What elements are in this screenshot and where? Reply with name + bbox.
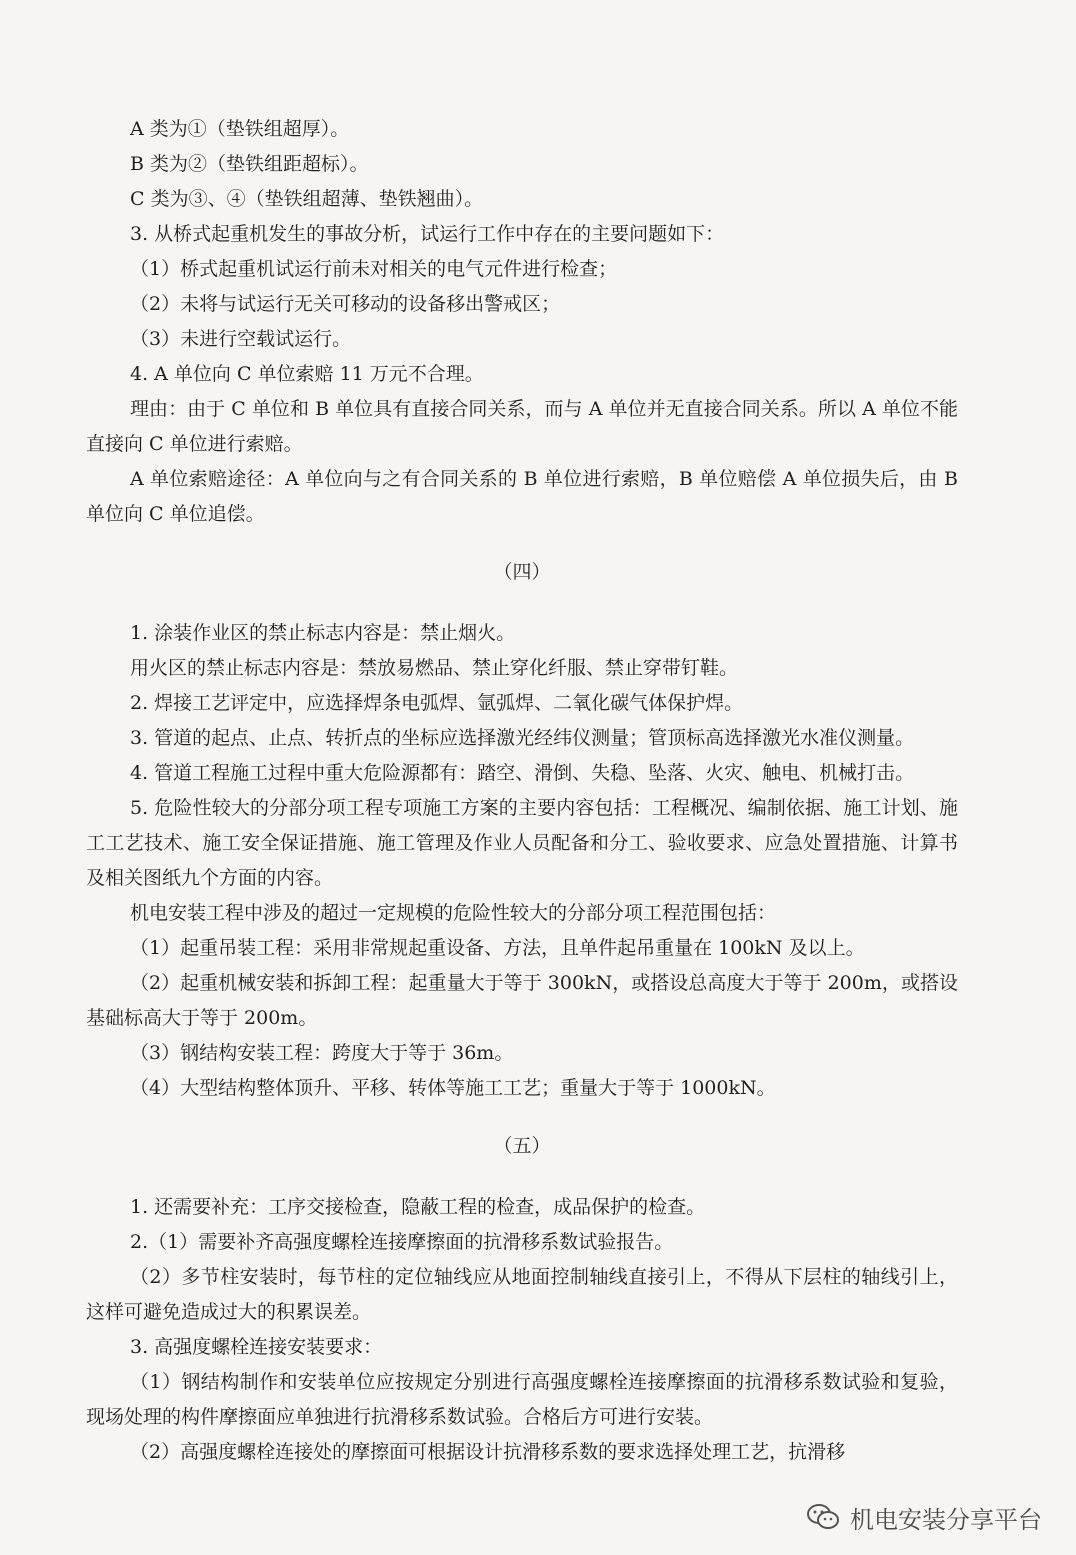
item-4-heading: 4. A 单位向 C 单位索赔 11 万元不合理。 — [130, 363, 484, 385]
watermark-text: 机电安装分享平台 — [850, 1505, 1042, 1534]
s4-item-2: 2. 焊接工艺评定中，应选择焊条电弧焊、氩弧焊、二氧化碳气体保护焊。 — [130, 692, 744, 714]
section-5-title: （五） — [493, 1135, 551, 1157]
wechat-icon — [806, 1503, 840, 1531]
item-3-sub-3: （3）未进行空载试运行。 — [130, 328, 352, 350]
s4-scope-4: （4）大型结构整体顶升、平移、转体等施工工艺；重量大于等于 1000kN。 — [130, 1077, 776, 1099]
s5-item-1: 1. 还需要补充：工序交接检查，隐蔽工程的检查，成品保护的检查。 — [130, 1196, 706, 1218]
line-a-class: A 类为①（垫铁组超厚）。 — [130, 118, 350, 140]
section-4-title: （四） — [493, 561, 551, 583]
s4-item-5: 5. 危险性较大的分部分项工程专项施工方案的主要内容包括：工程概况、编制依据、施工计划、施工工艺技术、施工安全保证措施、施工管理及作业人员配备和分工、验收要求、应急处置措施、计算书及相关图纸九个方面的内容。 — [86, 797, 958, 889]
line-b-class: B 类为②（垫铁组距超标）。 — [130, 153, 369, 175]
s4-item-4: 4. 管道工程施工过程中重大危险源都有：踏空、滑倒、失稳、坠落、火灾、触电、机械打击。 — [130, 762, 915, 784]
s4-item-1: 1. 涂装作业区的禁止标志内容是：禁止烟火。 — [130, 622, 516, 644]
watermark — [806, 1497, 1042, 1537]
s5-item-3-1: （1）钢结构制作和安装单位应按规定分别进行高强度螺栓连接摩擦面的抗滑移系数试验和复验，现场处理的构件摩擦面应单独进行抗滑移系数试验。合格后方可进行安装。 — [86, 1371, 958, 1428]
s5-item-2-2: （2）多节柱安装时，每节柱的定位轴线应从地面控制轴线直接引上，不得从下层柱的轴线引上，这样可避免造成过大的积累误差。 — [86, 1266, 958, 1323]
s5-item-3-2: （2）高强度螺栓连接处的摩擦面可根据设计抗滑移系数的要求选择处理工艺，抗滑移 — [130, 1441, 846, 1463]
claim-route-paragraph: A 单位索赔途径：A 单位向与之有合同关系的 B 单位进行索赔，B 单位赔偿 A 单位损失后，由 B 单位向 C 单位追偿。 — [86, 468, 958, 525]
item-3-sub-2: （2）未将与试运行无关可移动的设备移出警戒区； — [130, 293, 561, 315]
item-3-sub-1: （1）桥式起重机试运行前未对相关的电气元件进行检查； — [130, 258, 618, 280]
s4-scope-2: （2）起重机械安装和拆卸工程：起重量大于等于 300kN，或搭设总高度大于等于 200m，或搭设基础标高大于等于 200m。 — [86, 972, 958, 1029]
document-page — [86, 112, 958, 1470]
s5-item-2-1: 2.（1）需要补齐高强度螺栓连接摩擦面的抗滑移系数试验报告。 — [130, 1231, 674, 1253]
s4-item-1-cont: 用火区的禁止标志内容是：禁放易燃品、禁止穿化纤服、禁止穿带钉鞋。 — [130, 657, 739, 679]
reason-paragraph: 理由：由于 C 单位和 B 单位具有直接合同关系，而与 A 单位并无直接合同关系。所以 A 单位不能直接向 C 单位进行索赔。 — [86, 398, 958, 455]
s5-item-3: 3. 高强度螺栓连接安装要求： — [130, 1336, 383, 1358]
s4-scope-1: （1）起重吊装工程：采用非常规起重设备、方法，且单件起吊重量在 100kN 及以上。 — [130, 937, 865, 959]
line-c-class: C 类为③、④（垫铁组超薄、垫铁翘曲）。 — [130, 188, 484, 210]
s4-scope-3: （3）钢结构安装工程：跨度大于等于 36m。 — [130, 1042, 514, 1064]
s4-item-3: 3. 管道的起点、止点、转折点的坐标应选择激光经纬仪测量；管顶标高选择激光水准仪测量。 — [130, 727, 915, 749]
s4-scope-heading: 机电安装工程中涉及的超过一定规模的危险性较大的分部分项工程范围包括： — [130, 902, 777, 924]
item-3-heading: 3. 从桥式起重机发生的事故分析，试运行工作中存在的主要问题如下： — [130, 223, 725, 245]
